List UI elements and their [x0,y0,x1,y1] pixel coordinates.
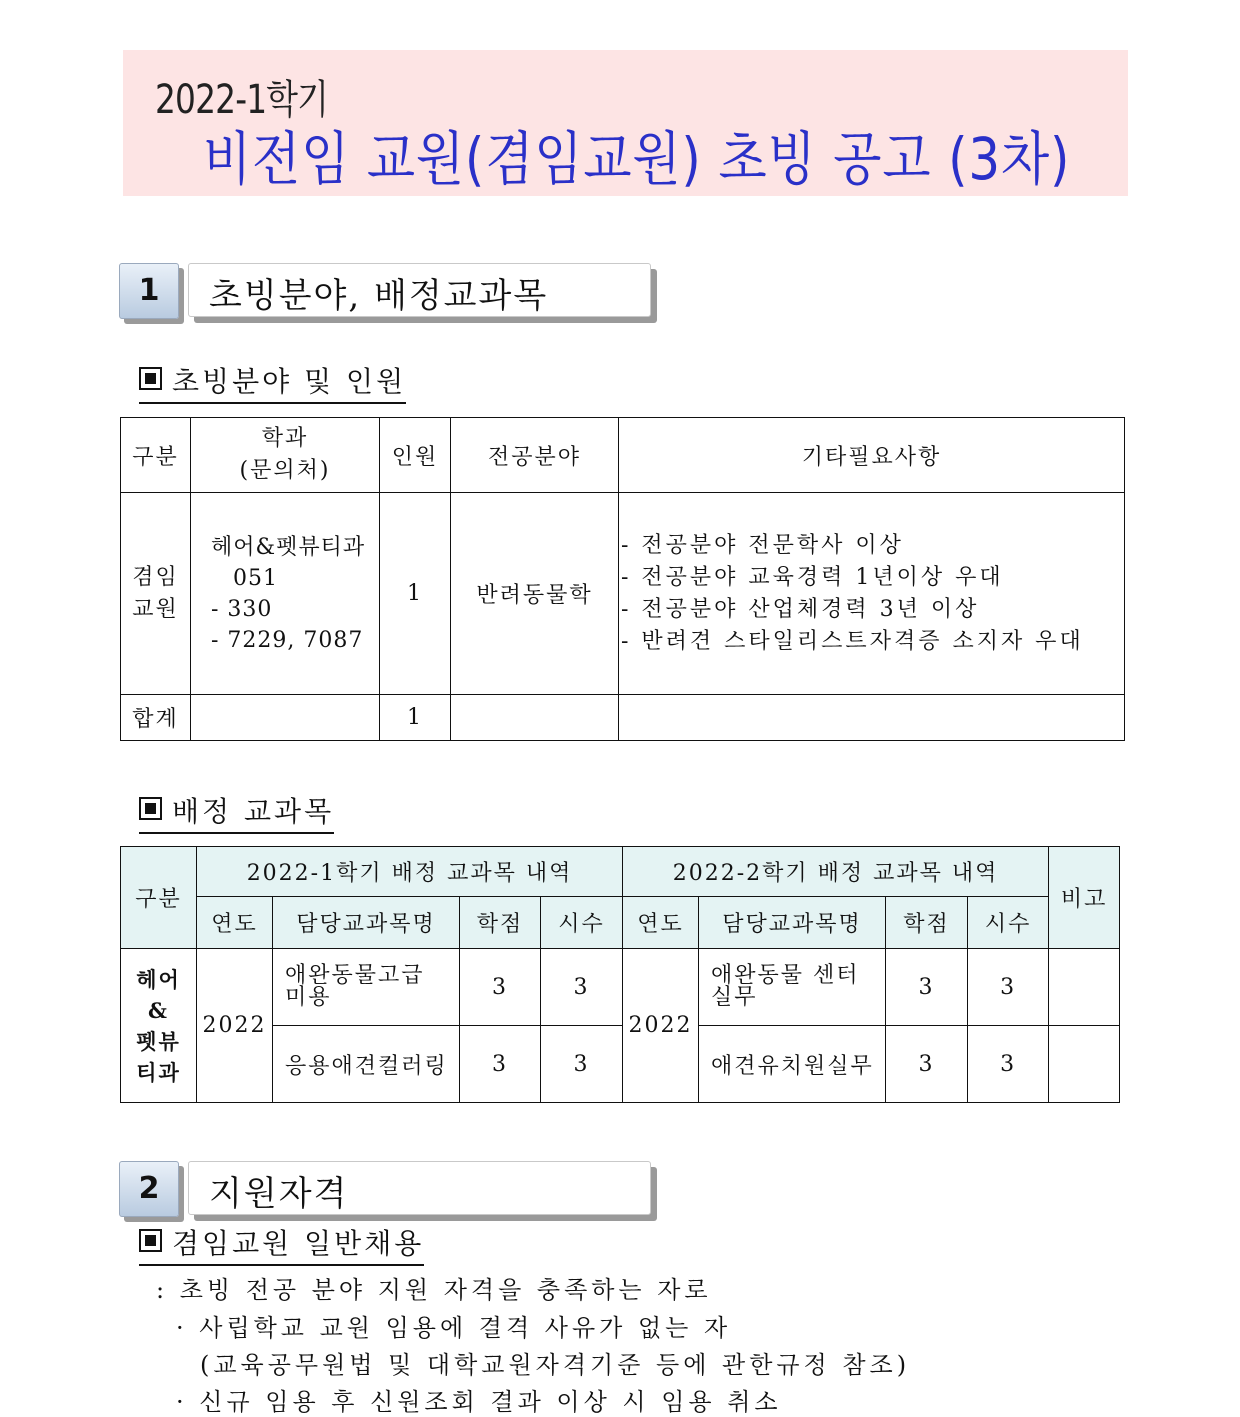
filled-square-icon [139,367,162,390]
sem2-year: 2022 [623,949,699,1103]
dept-line: 티과 [136,1059,181,1085]
dept-line: & [148,997,169,1023]
th-count: 인원 [380,418,451,493]
sem1-credit: 3 [460,949,541,1026]
th-dept-contact: (문의처) [239,458,331,483]
note-item: - 전공분야 교육경력 1년이상 우대 [621,564,1004,590]
th-year: 연도 [197,897,273,949]
total-label: 합계 [121,695,191,741]
sem1-subject: 애완동물고급미용 [273,949,460,1026]
total-empty [451,695,619,741]
subsection-recruit [139,360,406,404]
section-2-title: 지원자격 [209,1174,349,1214]
courses-table [120,846,1120,1103]
th-hours: 시수 [541,897,623,949]
th-credit: 학점 [460,897,541,949]
section-1-number: 1 [119,263,179,319]
th-hours: 시수 [968,897,1049,949]
courses-header-1 [121,847,1120,897]
th-note: 비고 [1049,847,1120,949]
dept-phone-1: 051 [233,565,278,591]
sem2-subject: 애완동물 센터실무 [699,949,886,1026]
sem1-hours: 3 [541,949,623,1026]
section-2-bar [188,1161,651,1215]
subsection-qualification [139,1222,424,1266]
th-year: 연도 [623,897,699,949]
sem1-subject: 응용애견컬러링 [273,1026,460,1103]
filled-square-icon [139,797,162,820]
subsection-recruit-label: 초빙분야 및 인원 [172,365,407,398]
th-subject: 담당교과목명 [273,897,460,949]
qualification-intro: : 초빙 전공 분야 지원 자격을 충족하는 자로 [156,1276,712,1304]
dept-name: 헤어&펫뷰티과 [211,534,366,560]
dept-phone-2: - 330 [211,596,273,622]
notes-cell [619,493,1125,695]
th-category: 구분 [121,418,191,493]
recruit-table [120,417,1125,741]
dept-line: 헤어 [136,966,181,992]
filled-square-icon [139,1229,162,1252]
major-cell: 반려동물학 [451,493,619,695]
note-cell [1049,949,1120,1026]
qualification-item: · 사립학교 교원 임용에 결격 사유가 없는 자 [176,1314,732,1342]
sem2-hours: 3 [968,949,1049,1026]
subsection-courses [139,790,334,834]
dept-line: 펫뷰 [136,1028,181,1054]
dept-phone-3: - 7229, 7087 [211,627,364,653]
sem2-hours: 3 [968,1026,1049,1103]
count-cell: 1 [380,493,451,695]
th-category: 구분 [121,847,197,949]
note-item: - 전공분야 산업체경력 3년 이상 [621,596,980,622]
subsection-qualification-label: 겸임교원 일반채용 [172,1227,425,1260]
category-line: 교원 [132,596,179,622]
note-item: - 전공분야 전문학사 이상 [621,532,904,558]
th-subject: 담당교과목명 [699,897,886,949]
note-cell [1049,1026,1120,1103]
th-notes: 기타필요사항 [619,418,1125,493]
recruit-table-header [121,418,1125,493]
th-sem1: 2022-1학기 배정 교과목 내역 [197,847,623,897]
qualification-reference: (교육공무원법 및 대학교원자격기준 등에 관한규정 참조) [200,1351,911,1379]
sem2-credit: 3 [886,1026,968,1103]
title-banner [123,50,1128,196]
note-item: - 반려견 스타일리스트자격증 소지자 우대 [621,628,1084,654]
semester-label: 2022-1학기 [155,77,328,123]
th-major: 전공분야 [451,418,619,493]
sem2-subject: 애견유치원실무 [699,1026,886,1103]
th-sem2: 2022-2학기 배정 교과목 내역 [623,847,1049,897]
dept-cell [191,493,380,695]
th-dept [191,418,380,493]
dept-cell [121,949,197,1103]
table-row [121,949,1120,1026]
total-count: 1 [380,695,451,741]
subsection-courses-label: 배정 교과목 [172,795,335,828]
sem1-hours: 3 [541,1026,623,1103]
sem2-credit: 3 [886,949,968,1026]
section-1-bar [188,263,651,317]
category-cell [121,493,191,695]
sem1-year: 2022 [197,949,273,1103]
section-2-number: 2 [119,1161,179,1217]
table-row [121,493,1125,695]
category-line: 겸임 [132,564,179,590]
th-dept-label: 학과 [261,426,309,451]
total-empty [619,695,1125,741]
total-empty [191,695,380,741]
section-1-title: 초빙분야, 배정교과목 [209,276,549,316]
page-title: 비전임 교원(겸임교원) 초빙 공고 (3차) [203,125,1071,193]
th-credit: 학점 [886,897,968,949]
sem1-credit: 3 [460,1026,541,1103]
total-row [121,695,1125,741]
qualification-item: · 신규 임용 후 신원조회 결과 이상 시 임용 취소 [176,1388,782,1416]
courses-header-2 [121,897,1120,949]
